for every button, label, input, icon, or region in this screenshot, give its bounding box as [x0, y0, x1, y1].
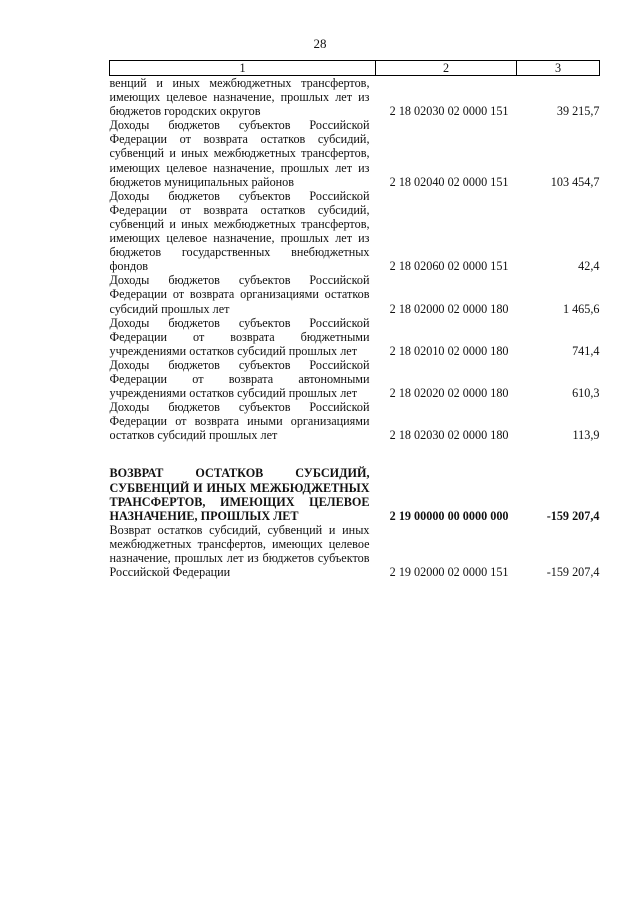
row-code: 2 19 02000 02 0000 151 [389, 565, 509, 580]
row-amount: 610,3 [572, 386, 600, 401]
row-code: 2 18 02040 02 0000 151 [389, 174, 509, 189]
row-description: Доходы бюджетов субъектов Российской Федерации от возврата бюджетными учреждениями остатков субсидий прошлых лет [109, 315, 370, 358]
spacer-cell [110, 442, 376, 466]
row-amount: 1 465,6 [562, 301, 600, 316]
budget-revenue-table [109, 60, 600, 579]
table-row [110, 316, 600, 358]
row-amount: -159 207,4 [546, 508, 600, 523]
row-amount: 113,9 [572, 428, 600, 443]
table-row [110, 189, 600, 274]
row-code: 2 18 02030 02 0000 180 [389, 428, 509, 443]
table-row [110, 118, 600, 188]
row-description: венций и иных межбюджетных трансфертов, имеющих целевое назначение, прошлых лет из бюджетов городских округов [109, 76, 370, 119]
row-amount: -159 207,4 [546, 565, 600, 580]
row-description: Доходы бюджетов субъектов Российской Федерации от возврата иными организациями остатков субсидий прошлых лет [109, 400, 370, 443]
table-row [110, 400, 600, 442]
row-description: Доходы бюджетов субъектов Российской Федерации от возврата организациями остатков субсидий прошлых лет [109, 273, 370, 316]
row-amount: 39 215,7 [556, 104, 600, 119]
table-header-row [110, 61, 600, 76]
table-row [110, 273, 600, 315]
row-code: 2 18 02020 02 0000 180 [389, 386, 509, 401]
row-description: Доходы бюджетов субъектов Российской Федерации от возврата автономными учреждениями остатков субсидий прошлых лет [109, 357, 370, 401]
table-row [110, 76, 600, 119]
row-amount: 103 454,7 [550, 174, 600, 189]
row-amount: 42,4 [578, 259, 600, 274]
column-header-1: 1 [110, 61, 376, 76]
table-spacer-row [110, 442, 600, 466]
row-code: 2 18 02010 02 0000 180 [389, 343, 509, 358]
column-header-2: 2 [376, 61, 517, 76]
row-code: 2 18 02000 02 0000 180 [389, 301, 509, 316]
table-row [110, 523, 600, 579]
row-description: Доходы бюджетов субъектов Российской Федерации от возврата остатков субсидий, субвенций и иных межбюджетных трансфертов, имеющих целевое назначение, прошлых лет из бюджетов муниципальных районов [109, 118, 370, 189]
column-header-3: 3 [517, 61, 600, 76]
row-amount: 741,4 [572, 343, 600, 358]
page-number: 28 [313, 36, 327, 51]
spacer-cell [517, 442, 600, 466]
table-row [110, 358, 600, 400]
spacer-cell [376, 442, 517, 466]
row-description: Доходы бюджетов субъектов Российской Федерации от возврата остатков субсидий, субвенций и иных межбюджетных трансфертов, имеющих целевое назначение, прошлых лет из бюджетов государственных внебюджетных фондов [109, 188, 370, 274]
row-code: 2 18 02030 02 0000 151 [389, 104, 509, 119]
row-code: 2 18 02060 02 0000 151 [389, 259, 509, 274]
table-row-section-total [110, 466, 600, 522]
row-description: ВОЗВРАТ ОСТАТКОВ СУБСИДИЙ, СУБВЕНЦИЙ И ИНЫХ МЕЖБЮДЖЕТНЫХ ТРАНСФЕРТОВ, ИМЕЮЩИХ ЦЕЛЕВОЕ НАЗНАЧЕНИЕ, ПРОШЛЫХ ЛЕТ [109, 466, 370, 523]
row-code: 2 19 00000 00 0000 000 [389, 508, 509, 523]
row-description: Возврат остатков субсидий, субвенций и иных межбюджетных трансфертов, имеющих целевое назначение, прошлых лет из бюджетов субъектов Российской Федерации [109, 522, 370, 580]
